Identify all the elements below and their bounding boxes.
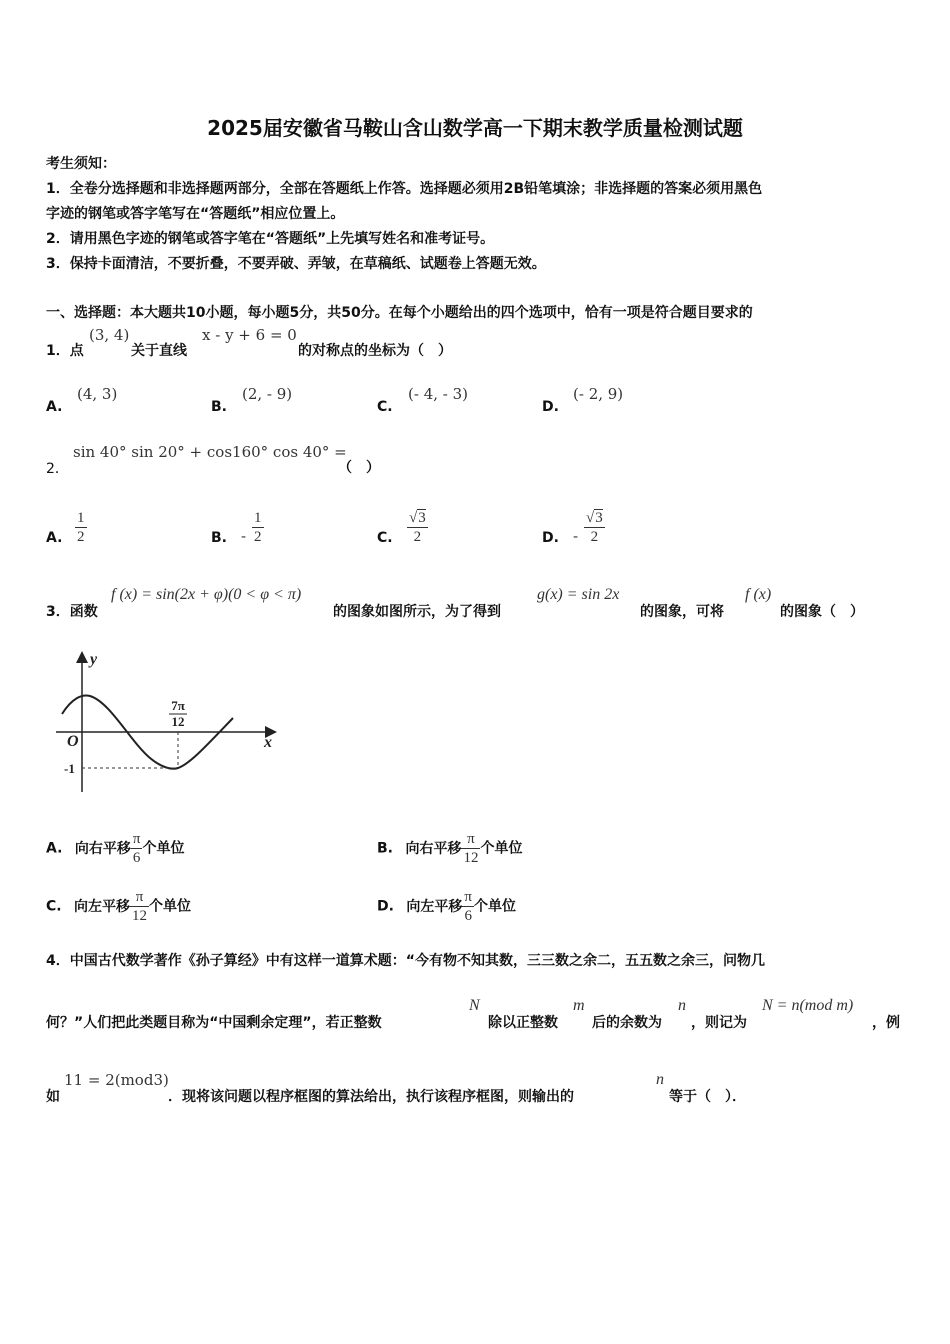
q2-tail-text: （ ） [338, 460, 380, 476]
q3-a-den: 6 [132, 850, 141, 866]
q3-option-c[interactable] [46, 888, 191, 925]
q2-option-d-label[interactable]: D. [542, 530, 559, 546]
origin-label: O [67, 733, 79, 750]
q3-c-prefix: 向左平移 [74, 898, 131, 915]
q4-mod-expression: N = n(mod m) [762, 997, 854, 1014]
q1-option-c-label[interactable]: C. [377, 399, 393, 415]
notice-line-1b: 字迹的钢笔或答字笔写在“答题纸”相应位置上。 [46, 206, 345, 222]
q2-b-denominator: 2 [254, 529, 262, 545]
y-axis-label: y [90, 651, 98, 668]
q2-option-b-label[interactable]: B. [211, 530, 227, 546]
q2-option-c-label[interactable]: C. [377, 530, 393, 546]
q3-function-g: g(x) = sin 2x [537, 586, 620, 603]
q3-a-fraction [131, 830, 143, 867]
q2-option-d-fraction[interactable] [584, 509, 605, 546]
page-title: 2025届安徽省马鞍山含山数学高一下期末教学质量检测试题 [207, 116, 743, 140]
notice-line-1a: 1．全卷分选择题和非选择题两部分，全部在答题纸上作答。选择题必须用2B铅笔填涂；非选择题的答案必须用黑色 [46, 181, 763, 197]
q1-tail-text: 的对称点的坐标为（ ） [298, 343, 452, 359]
q3-b-den: 12 [463, 850, 479, 866]
q3-d-pi: π [464, 889, 472, 905]
q4-var-n: n [678, 997, 686, 1014]
notice-line-3: 3．保持卡面清洁，不要折叠，不要弄破、弄皱，在草稿纸、试题卷上答题无效。 [46, 256, 546, 272]
q4-line-2d: ，则记为 [691, 1015, 747, 1031]
q3-c-suffix: 个单位 [149, 898, 192, 915]
q3-mid-text: 的图象如图所示，为了得到 [333, 604, 501, 620]
q3-fx: f (x) [745, 586, 772, 603]
section-heading: 一、选择题：本大题共10小题，每小题5分，共50分。在每个小题给出的四个选项中，恰有一项是符合题目要求的 [46, 305, 753, 321]
q4-var-N: N [469, 997, 480, 1014]
q1-line-equation: x - y + 6 = 0 [202, 326, 297, 344]
q3-option-b-label: B. [377, 840, 393, 857]
tick-numerator: 7π [171, 698, 185, 713]
q3-b-prefix: 向右平移 [405, 840, 462, 857]
q2-c-radicand: 3 [418, 510, 426, 526]
q4-var-n-output: n [656, 1071, 664, 1088]
q4-line-2e: ，例 [872, 1015, 900, 1031]
q3-c-fraction [130, 888, 149, 925]
q2-d-radicand: 3 [595, 510, 603, 526]
q1-option-a[interactable]: (4, 3) [77, 385, 118, 403]
q4-line-3b: ．现将该问题以程序框图的算法给出，执行该程序框图，则输出的 [168, 1089, 574, 1105]
q2-a-numerator: 1 [77, 510, 85, 526]
q1-option-b[interactable]: (2, - 9) [242, 385, 293, 403]
q3-b-pi: π [461, 830, 480, 849]
q1-option-d[interactable]: (- 2, 9) [573, 385, 624, 403]
q1-number: 1．点 [46, 343, 84, 359]
q2-d-minus: - [573, 527, 579, 545]
q3-option-c-label: C. [46, 898, 62, 915]
q1-option-d-label[interactable]: D. [542, 399, 559, 415]
q3-option-a[interactable] [46, 830, 184, 867]
q4-var-m: m [573, 997, 585, 1014]
q4-line-1: 4．中国古代数学著作《孙子算经》中有这样一道算术题：“今有物不知其数，三三数之余二，五五数之余三，问物几 [46, 953, 765, 969]
q3-function-f: f (x) = sin(2x + φ)(0 < φ < π) [111, 586, 302, 603]
q2-option-c-fraction[interactable] [407, 509, 428, 546]
q3-option-d-label: D. [377, 898, 394, 915]
q4-line-2a: 何？”人们把此类题目称为“中国剩余定理”，若正整数 [46, 1015, 382, 1031]
q3-a-pi: π [132, 831, 141, 847]
q4-line-2c: 后的余数为 [592, 1015, 662, 1031]
q3-a-suffix: 个单位 [142, 840, 185, 857]
q3-d-suffix: 个单位 [473, 898, 516, 915]
notice-heading: 考生须知： [46, 156, 116, 172]
x-axis-label: x [264, 734, 272, 751]
y-tick-minus-one: -1 [64, 761, 75, 776]
q3-c-pi: π [130, 888, 149, 907]
q1-option-a-label[interactable]: A. [46, 399, 63, 415]
q3-option-d[interactable] [377, 888, 516, 925]
q2-c-numerator: √3 [409, 510, 426, 526]
q2-c-denominator: 2 [413, 529, 422, 545]
q2-expression: sin 40° sin 20° + cos160° cos 40° = [73, 443, 347, 461]
q4-line-3a: 如 [46, 1089, 60, 1105]
q1-option-b-label[interactable]: B. [211, 399, 227, 415]
q3-sine-graph [50, 646, 280, 796]
q2-option-a-label[interactable]: A. [46, 530, 63, 546]
q3-option-b[interactable] [377, 830, 522, 867]
q3-mid2-text: 的图象，可将 [640, 604, 724, 620]
q2-b-numerator: 1 [254, 510, 262, 526]
q2-number: 2． [46, 461, 69, 477]
q4-line-3c: 等于（ ）． [669, 1089, 746, 1105]
tick-denominator: 12 [171, 714, 185, 729]
q1-option-c[interactable]: (- 4, - 3) [408, 385, 468, 403]
q2-option-a-fraction[interactable] [75, 509, 87, 546]
q4-example: 11 = 2(mod3) [64, 1071, 169, 1089]
q3-number: 3．函数 [46, 604, 98, 620]
q3-d-den: 6 [464, 908, 472, 924]
q3-d-prefix: 向左平移 [406, 898, 463, 915]
q3-graph-svg [50, 646, 280, 796]
q3-option-a-label: A. [46, 840, 63, 857]
q2-b-minus: - [241, 527, 247, 545]
q3-a-prefix: 向右平移 [74, 840, 131, 857]
q3-tail-text: 的图象（ ） [780, 604, 864, 620]
q4-line-2b: 除以正整数 [488, 1015, 558, 1031]
q3-d-fraction [462, 888, 474, 925]
q3-c-den: 12 [132, 908, 148, 924]
q2-a-denominator: 2 [77, 529, 85, 545]
q1-point: (3, 4) [89, 326, 130, 344]
notice-line-2: 2．请用黑色字迹的钢笔或答字笔在“答题纸”上先填写姓名和准考证号。 [46, 231, 495, 247]
q3-b-suffix: 个单位 [480, 840, 523, 857]
q2-d-denominator: 2 [590, 529, 599, 545]
q2-d-numerator: √3 [586, 510, 603, 526]
q3-b-fraction [461, 830, 480, 867]
q1-mid-text: 关于直线 [131, 343, 187, 359]
q2-option-b-fraction[interactable] [252, 509, 264, 546]
